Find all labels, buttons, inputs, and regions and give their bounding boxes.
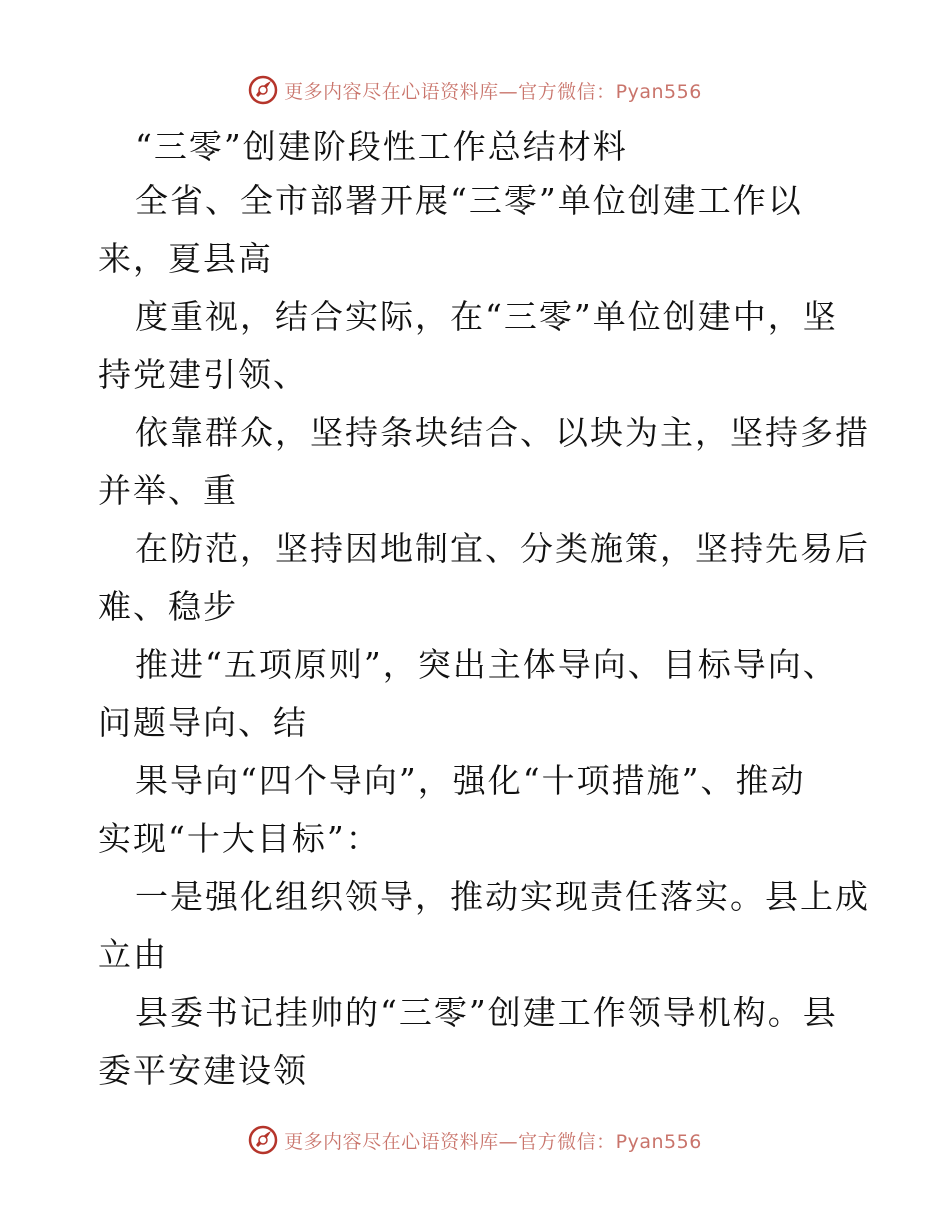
paragraph-line: 县委书记挂帅的“三零”创建工作领导机构。县 [135,993,838,1032]
paragraph-line: 全省、全市部署开展“三零”单位创建工作以 [135,181,803,220]
paragraph-line: 立由 [98,935,168,974]
paragraph [98,288,858,404]
paragraph [98,520,870,636]
paragraph-line: 委平安建设领 [98,1051,308,1090]
paragraph [98,984,858,1100]
paragraph [98,172,858,288]
paragraph [98,868,870,984]
paragraph-line: 问题导向、结 [98,703,308,742]
quill-logo-icon [248,75,278,105]
paragraph-line: 果导向“四个导向”，强化“十项措施”、推动 [135,761,806,800]
paragraph-line: 依靠群众，坚持条块结合、以块为主，坚持多措 [135,413,870,452]
paragraph-line: 推进“五项原则”，突出主体导向、目标导向、 [135,645,838,684]
paragraph-line: 度重视，结合实际，在“三零”单位创建中，坚 [135,297,838,336]
paragraph-line: 一是强化组织领导，推动实现责任落实。县上成 [135,877,870,916]
watermark-text: 更多内容尽在心语资料库—官方微信：Pyan556 [284,80,702,103]
paragraph [98,752,858,868]
paragraph-line: 并举、重 [98,471,238,510]
paragraph-line: 来，夏县高 [98,239,273,278]
paragraph-line: 实现“十大目标”： [98,819,381,858]
paragraph [98,636,858,752]
quill-logo-icon [248,1125,278,1155]
document-body [98,122,870,1100]
watermark-header [0,70,950,110]
watermark-footer [0,1120,950,1160]
paragraph-line: 持党建引领、 [98,355,308,394]
document-title: “三零”创建阶段性工作总结材料 [135,127,628,166]
paragraph [98,404,870,520]
watermark-text: 更多内容尽在心语资料库—官方微信：Pyan556 [284,1130,702,1153]
paragraph-line: 难、稳步 [98,587,238,626]
paragraph-line: 在防范，坚持因地制宜、分类施策，坚持先易后 [135,529,870,568]
